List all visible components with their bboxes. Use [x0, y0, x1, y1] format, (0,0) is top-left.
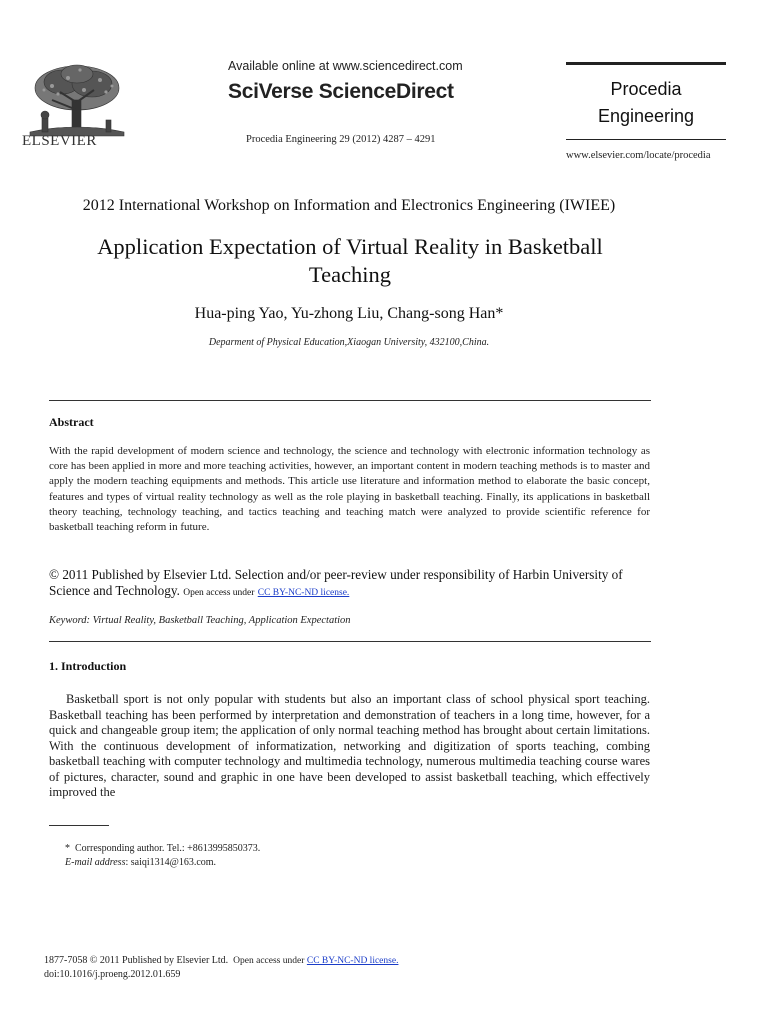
journal-title-line1: Procedia [610, 79, 682, 99]
footnote-rule [49, 825, 109, 826]
footnote-mark: * [65, 843, 70, 854]
keywords-label: Keyword [49, 615, 87, 626]
corresponding-author-mark: * [495, 305, 504, 322]
abstract-heading: Abstract [49, 415, 94, 429]
available-online-text: Available online at www.sciencedirect.com [228, 59, 463, 73]
footer-issn-text: 1877-7058 © 2011 Published by Elsevier Ltd. [44, 955, 229, 966]
keywords [49, 615, 351, 626]
sciverse-sciencedirect-logo: SciVerse ScienceDirect [228, 80, 454, 103]
abstract-body: With the rapid development of modern science and technology, the science and technology with electronic information technology as core has been applied in more and more teaching activities, however, an important content in modern teaching methods is to master and apply the modern teaching equipments and methods. This article use literature and information method to elaborate the basic concept, features and types of virtual reality technology as well as the role playing in basketball teaching. Finally, its applications in basketball theory teaching, technology teaching, and tactics teaching and teaching match were analyzed to provide scientific reference for basketball teaching reform in future. [49, 445, 650, 534]
paper-title-line2: Teaching [308, 262, 392, 287]
publisher-name: ELSEVIER [22, 133, 97, 149]
abstract-bottom-rule [49, 641, 651, 642]
journal-reference: Procedia Engineering 29 (2012) 4287 – 4291 [246, 134, 436, 145]
paper-title-line1: Application Expectation of Virtual Reality in Basketball [97, 234, 603, 259]
copyright-notice [49, 567, 654, 601]
footer-issn [44, 955, 398, 966]
footer-doi: doi:10.1016/j.proeng.2012.01.659 [44, 969, 181, 980]
footer-open-access-prefix: Open access under [233, 956, 305, 966]
introduction-body [49, 692, 650, 801]
email-label: E-mail address [65, 857, 126, 868]
author-list [0, 305, 698, 323]
license-link[interactable]: CC BY-NC-ND license. [257, 587, 350, 598]
conference-name: 2012 International Workshop on Information and Electronics Engineering (IWIEE) [82, 197, 616, 214]
section-heading-introduction: 1. Introduction [49, 659, 127, 673]
abstract-top-rule [49, 400, 651, 401]
introduction-paragraph: Basketball sport is not only popular with students but also an important class of school physical sport teaching. Basketball teaching has been performed by interpretation and demonstration of teachers in a long time, however, for a quick and changeable group item; the application of only normal teaching method has brought about certain limitations. With the continuous development of informatization, networking and digitization of sports teaching, combing basketball teaching with computer technology and multimedia technology, numerous multimedia teaching course wares of pictures, character, sound and graphic in one have been developed to assist basketball teaching, which effectively improved the [49, 692, 650, 799]
footnote-email [65, 857, 216, 868]
paper-title [60, 233, 640, 289]
footer-license-link[interactable]: CC BY-NC-ND license. [306, 956, 399, 966]
journal-title [566, 76, 726, 130]
keywords-values: : Virtual Reality, Basketball Teaching, Application Expectation [86, 615, 351, 626]
affiliation: Deparment of Physical Education,Xiaogan University, 432100,China. [208, 337, 490, 348]
email-address: : saiqi1314@163.com. [125, 857, 217, 868]
authors-text: Hua-ping Yao, Yu-zhong Liu, Chang-song Han [194, 305, 496, 322]
footnote-corresponding [65, 843, 260, 854]
copyright-text: © 2011 Published by Elsevier Ltd. Selection and/or peer-review under responsibility of Harbin University of Science and Technology. [49, 567, 623, 598]
footnote-corresponding-text: Corresponding author. Tel.: +8613995850373. [75, 843, 261, 854]
journal-title-line2: Engineering [597, 106, 695, 126]
open-access-prefix: Open access under [183, 587, 255, 598]
journal-url: www.elsevier.com/locate/procedia [566, 150, 711, 161]
